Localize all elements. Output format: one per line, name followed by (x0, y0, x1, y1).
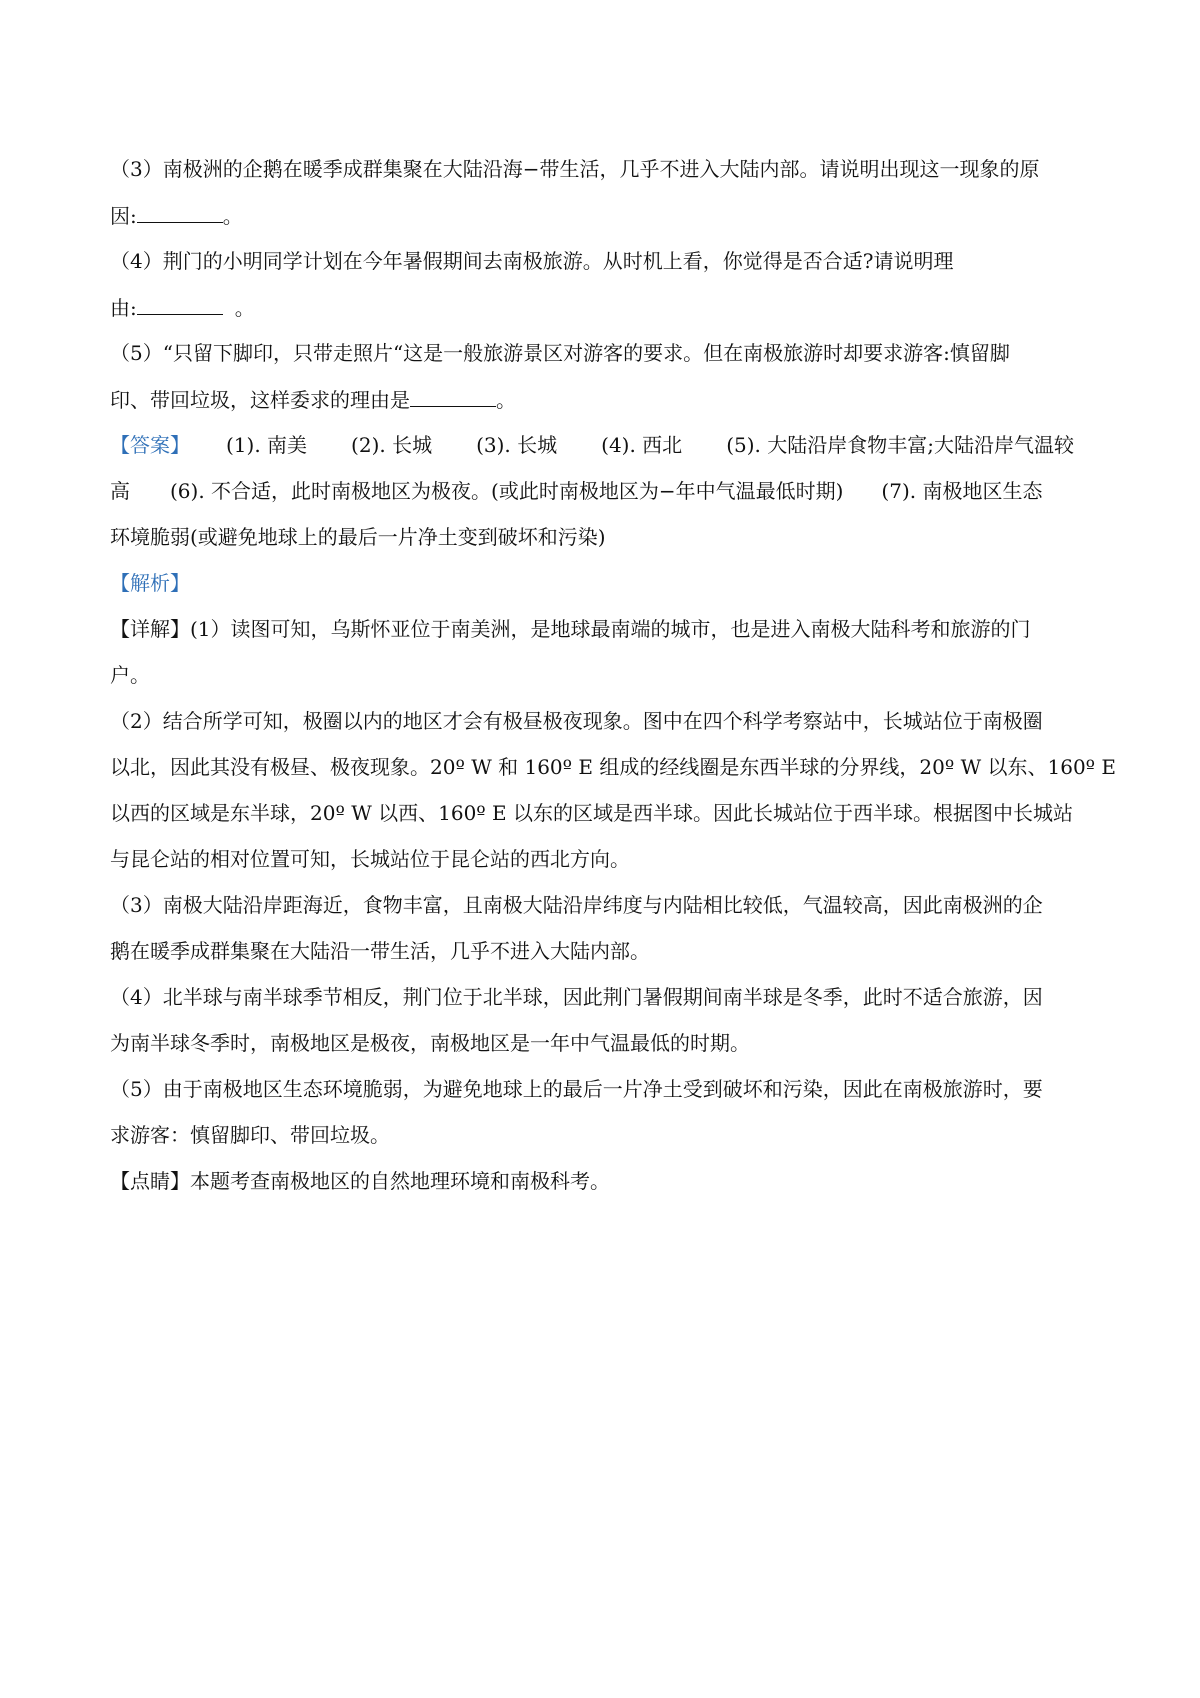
analysis-line: （2）结合所学可知，极圈以内的地区才会有极昼极夜现象。图中在四个科学考察站中，长城站位于南极圈 (110, 709, 1043, 733)
analysis-line: 【详解】(1）读图可知，乌斯怀亚位于南美洲，是地球最南端的城市，也是进入南极大陆科考和旅游的门 (110, 617, 1031, 641)
q3-line-2 (110, 200, 1100, 231)
answer-item-6: (6). 不合适，此时南极地区为极夜。(或此时南极地区为−年中气温最低时期) (170, 479, 844, 503)
analysis-line: 鹅在暖季成群集聚在大陆沿一带生活，几乎不进入大陆内部。 (110, 939, 650, 963)
answer-blank (137, 292, 223, 315)
q4-line-1: （4）荆门的小明同学计划在今年暑假期间去南极旅游。从时机上看，你觉得是否合适?请说明理 (110, 249, 954, 273)
answer-item-4: (4). 西北 (601, 433, 683, 457)
q3-suffix: 。 (222, 204, 243, 228)
q5-line-1: （5）“只留下脚印，只带走照片“这是一般旅游景区对游客的要求。但在南极旅游时却要求游客:慎留脚 (110, 341, 1010, 365)
analysis-line: 以西的区域是东半球，20º W 以西、160º E 以东的区域是西半球。因此长城站位于西半球。根据图中长城站 (110, 801, 1074, 825)
answer-blank (410, 384, 496, 407)
answer-line-3: 环境脆弱(或避免地球上的最后一片净土变到破坏和污染) (110, 525, 606, 549)
q4-suffix: 。 (234, 296, 255, 320)
q5-line-2 (110, 384, 1100, 415)
analysis-line: （3）南极大陆沿岸距海近，食物丰富，且南极大陆沿岸纬度与内陆相比较低，气温较高，因此南极洲的企 (110, 893, 1043, 917)
answer-item-3: (3). 长城 (476, 433, 558, 457)
analysis-label: 【解析】 (110, 571, 190, 595)
answer-item-1: (1). 南美 (226, 433, 308, 457)
q3-line-1: （3）南极洲的企鹅在暖季成群集聚在大陆沿海−带生活，几乎不进入大陆内部。请说明出现这一现象的原 (110, 157, 1040, 181)
analysis-line: 求游客：慎留脚印、带回垃圾。 (110, 1123, 390, 1147)
analysis-line: 为南半球冬季时，南极地区是极夜，南极地区是一年中气温最低的时期。 (110, 1031, 750, 1055)
comment-line: 【点睛】本题考查南极地区的自然地理环境和南极科考。 (110, 1169, 610, 1193)
analysis-line: 户。 (110, 663, 150, 687)
answer-item-5: (5). 大陆沿岸食物丰富;大陆沿岸气温较 (726, 433, 1074, 457)
analysis-line: （4）北半球与南半球季节相反，荆门位于北半球，因此荆门暑假期间南半球是冬季，此时不适合旅游，因 (110, 985, 1043, 1009)
answer-line-2 (110, 476, 1100, 506)
answer-item-2: (2). 长城 (351, 433, 433, 457)
analysis-line: 与昆仑站的相对位置可知，长城站位于昆仑站的西北方向。 (110, 847, 630, 871)
answer-blank (137, 200, 223, 223)
q5-suffix: 。 (496, 388, 516, 412)
q3-prefix: 因: (110, 204, 137, 228)
q4-line-2 (110, 292, 1100, 323)
answer-line2-a: 高 (110, 479, 130, 503)
analysis-line: （5）由于南极地区生态环境脆弱，为避免地球上的最后一片净土受到破坏和污染，因此在南极旅游时，要 (110, 1077, 1043, 1101)
analysis-line: 以北，因此其没有极昼、极夜现象。20º W 和 160º E 组成的经线圈是东西半球的分界线，20º W 以东、160º E (110, 755, 1117, 779)
q4-prefix: 由: (110, 296, 137, 320)
answer-item-7: (7). 南极地区生态 (881, 479, 1043, 503)
q5-prefix: 印、带回垃圾，这样委求的理由是 (110, 388, 410, 412)
answer-line-1 (110, 430, 1100, 460)
answer-label: 【答案】 (110, 433, 190, 457)
